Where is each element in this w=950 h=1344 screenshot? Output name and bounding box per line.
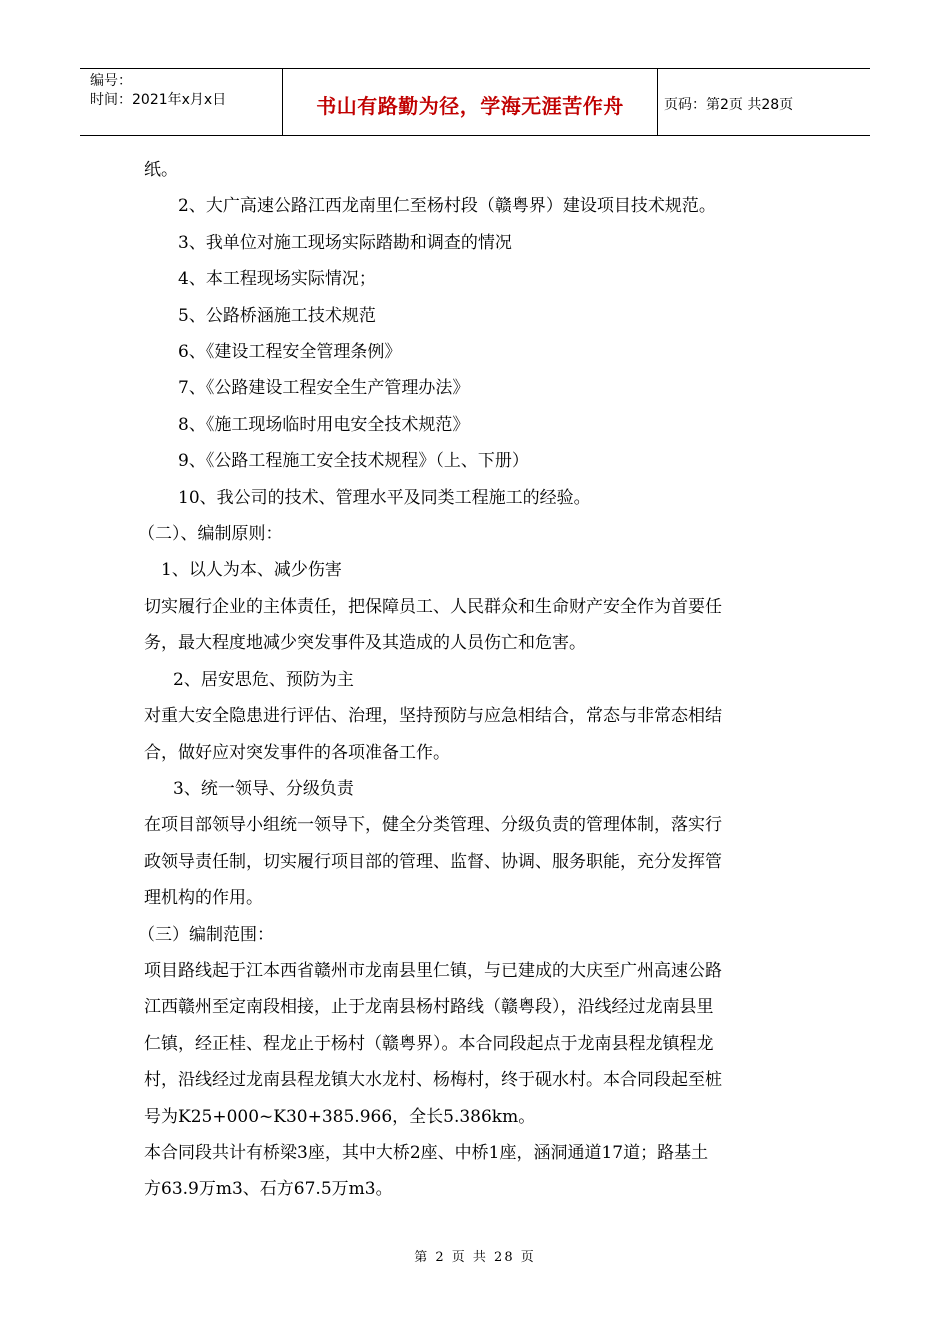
basis-item-6: 6、《建设工程安全管理条例》 — [178, 342, 402, 363]
principle-heading-1: 1、以人为本、减少伤害 — [161, 560, 342, 581]
body-line: 切实履行企业的主体责任，把保障员工、人民群众和生命财产安全作为首要任 — [144, 596, 722, 617]
section-heading-principles: （二）、编制原则： — [138, 524, 283, 545]
document-number-label: 编号： — [90, 73, 132, 89]
header-motto: 书山有路勤为径，学海无涯苦作舟 — [282, 69, 658, 135]
body-line: 务，最大程度地减少突发事件及其造成的人员伤亡和危害。 — [144, 633, 586, 654]
body-line: 方63.9万m3、石方67.5万m3。 — [144, 1179, 393, 1200]
body-line: 纸。 — [144, 160, 178, 180]
basis-item-7: 7、《公路建设工程安全生产管理办法》 — [178, 378, 470, 399]
basis-item-4: 4、本工程现场实际情况； — [178, 269, 376, 290]
body-line: 合，做好应对突发事件的各项准备工作。 — [144, 742, 450, 763]
basis-item-10: 10、我公司的技术、管理水平及同类工程施工的经验。 — [178, 487, 591, 508]
document-body — [138, 152, 814, 1208]
body-line: 在项目部领导小组统一领导下，健全分类管理、分级负责的管理体制，落实行 — [144, 815, 722, 836]
basis-item-5: 5、公路桥涵施工技术规范 — [178, 305, 376, 326]
body-line: 仁镇，经正桂、程龙止于杨村（赣粤界）。本合同段起点于龙南县程龙镇程龙 — [144, 1033, 714, 1054]
body-line: 理机构的作用。 — [144, 888, 263, 909]
header-page-number: 页码：第2页 共28页 — [664, 97, 794, 113]
body-line: 村，沿线经过龙南县程龙镇大水龙村、杨梅村，终于砚水村。本合同段起至桩 — [144, 1070, 722, 1091]
section-heading-scope: （三）编制范围： — [138, 924, 274, 945]
body-line: 江西赣州至定南段相接，止于龙南县杨村路线（赣粤段），沿线经过龙南县里 — [144, 997, 714, 1018]
header-meta — [80, 69, 282, 135]
basis-item-3: 3、我单位对施工现场实际踏勘和调查的情况 — [178, 232, 512, 253]
document-date-label: 时间：2021年x月x日 — [90, 92, 227, 108]
principle-heading-2: 2、居安思危、预防为主 — [173, 669, 354, 690]
basis-item-2: 2、大广高速公路江西龙南里仁至杨村段（赣粤界）建设项目技术规范。 — [178, 196, 716, 217]
body-line: 对重大安全隐患进行评估、治理，坚持预防与应急相结合，常态与非常态相结 — [144, 706, 722, 727]
page-footer: 第 2 页 共 28 页 — [414, 1250, 536, 1265]
body-line: 号为K25+000~K30+385.966，全长5.386km。 — [144, 1106, 536, 1127]
body-line: 本合同段共计有桥梁3座，其中大桥2座、中桥1座，涵洞通道17道；路基土 — [144, 1142, 709, 1163]
basis-item-8: 8、《施工现场临时用电安全技术规范》 — [178, 414, 470, 435]
principle-heading-3: 3、统一领导、分级负责 — [173, 778, 354, 799]
basis-item-9: 9、《公路工程施工安全技术规程》（上、下册） — [178, 451, 529, 472]
body-line: 政领导责任制，切实履行项目部的管理、监督、协调、服务职能，充分发挥管 — [144, 851, 722, 872]
body-line: 项目路线起于江本西省赣州市龙南县里仁镇，与已建成的大庆至广州高速公路 — [144, 960, 722, 981]
page-header — [80, 68, 870, 136]
